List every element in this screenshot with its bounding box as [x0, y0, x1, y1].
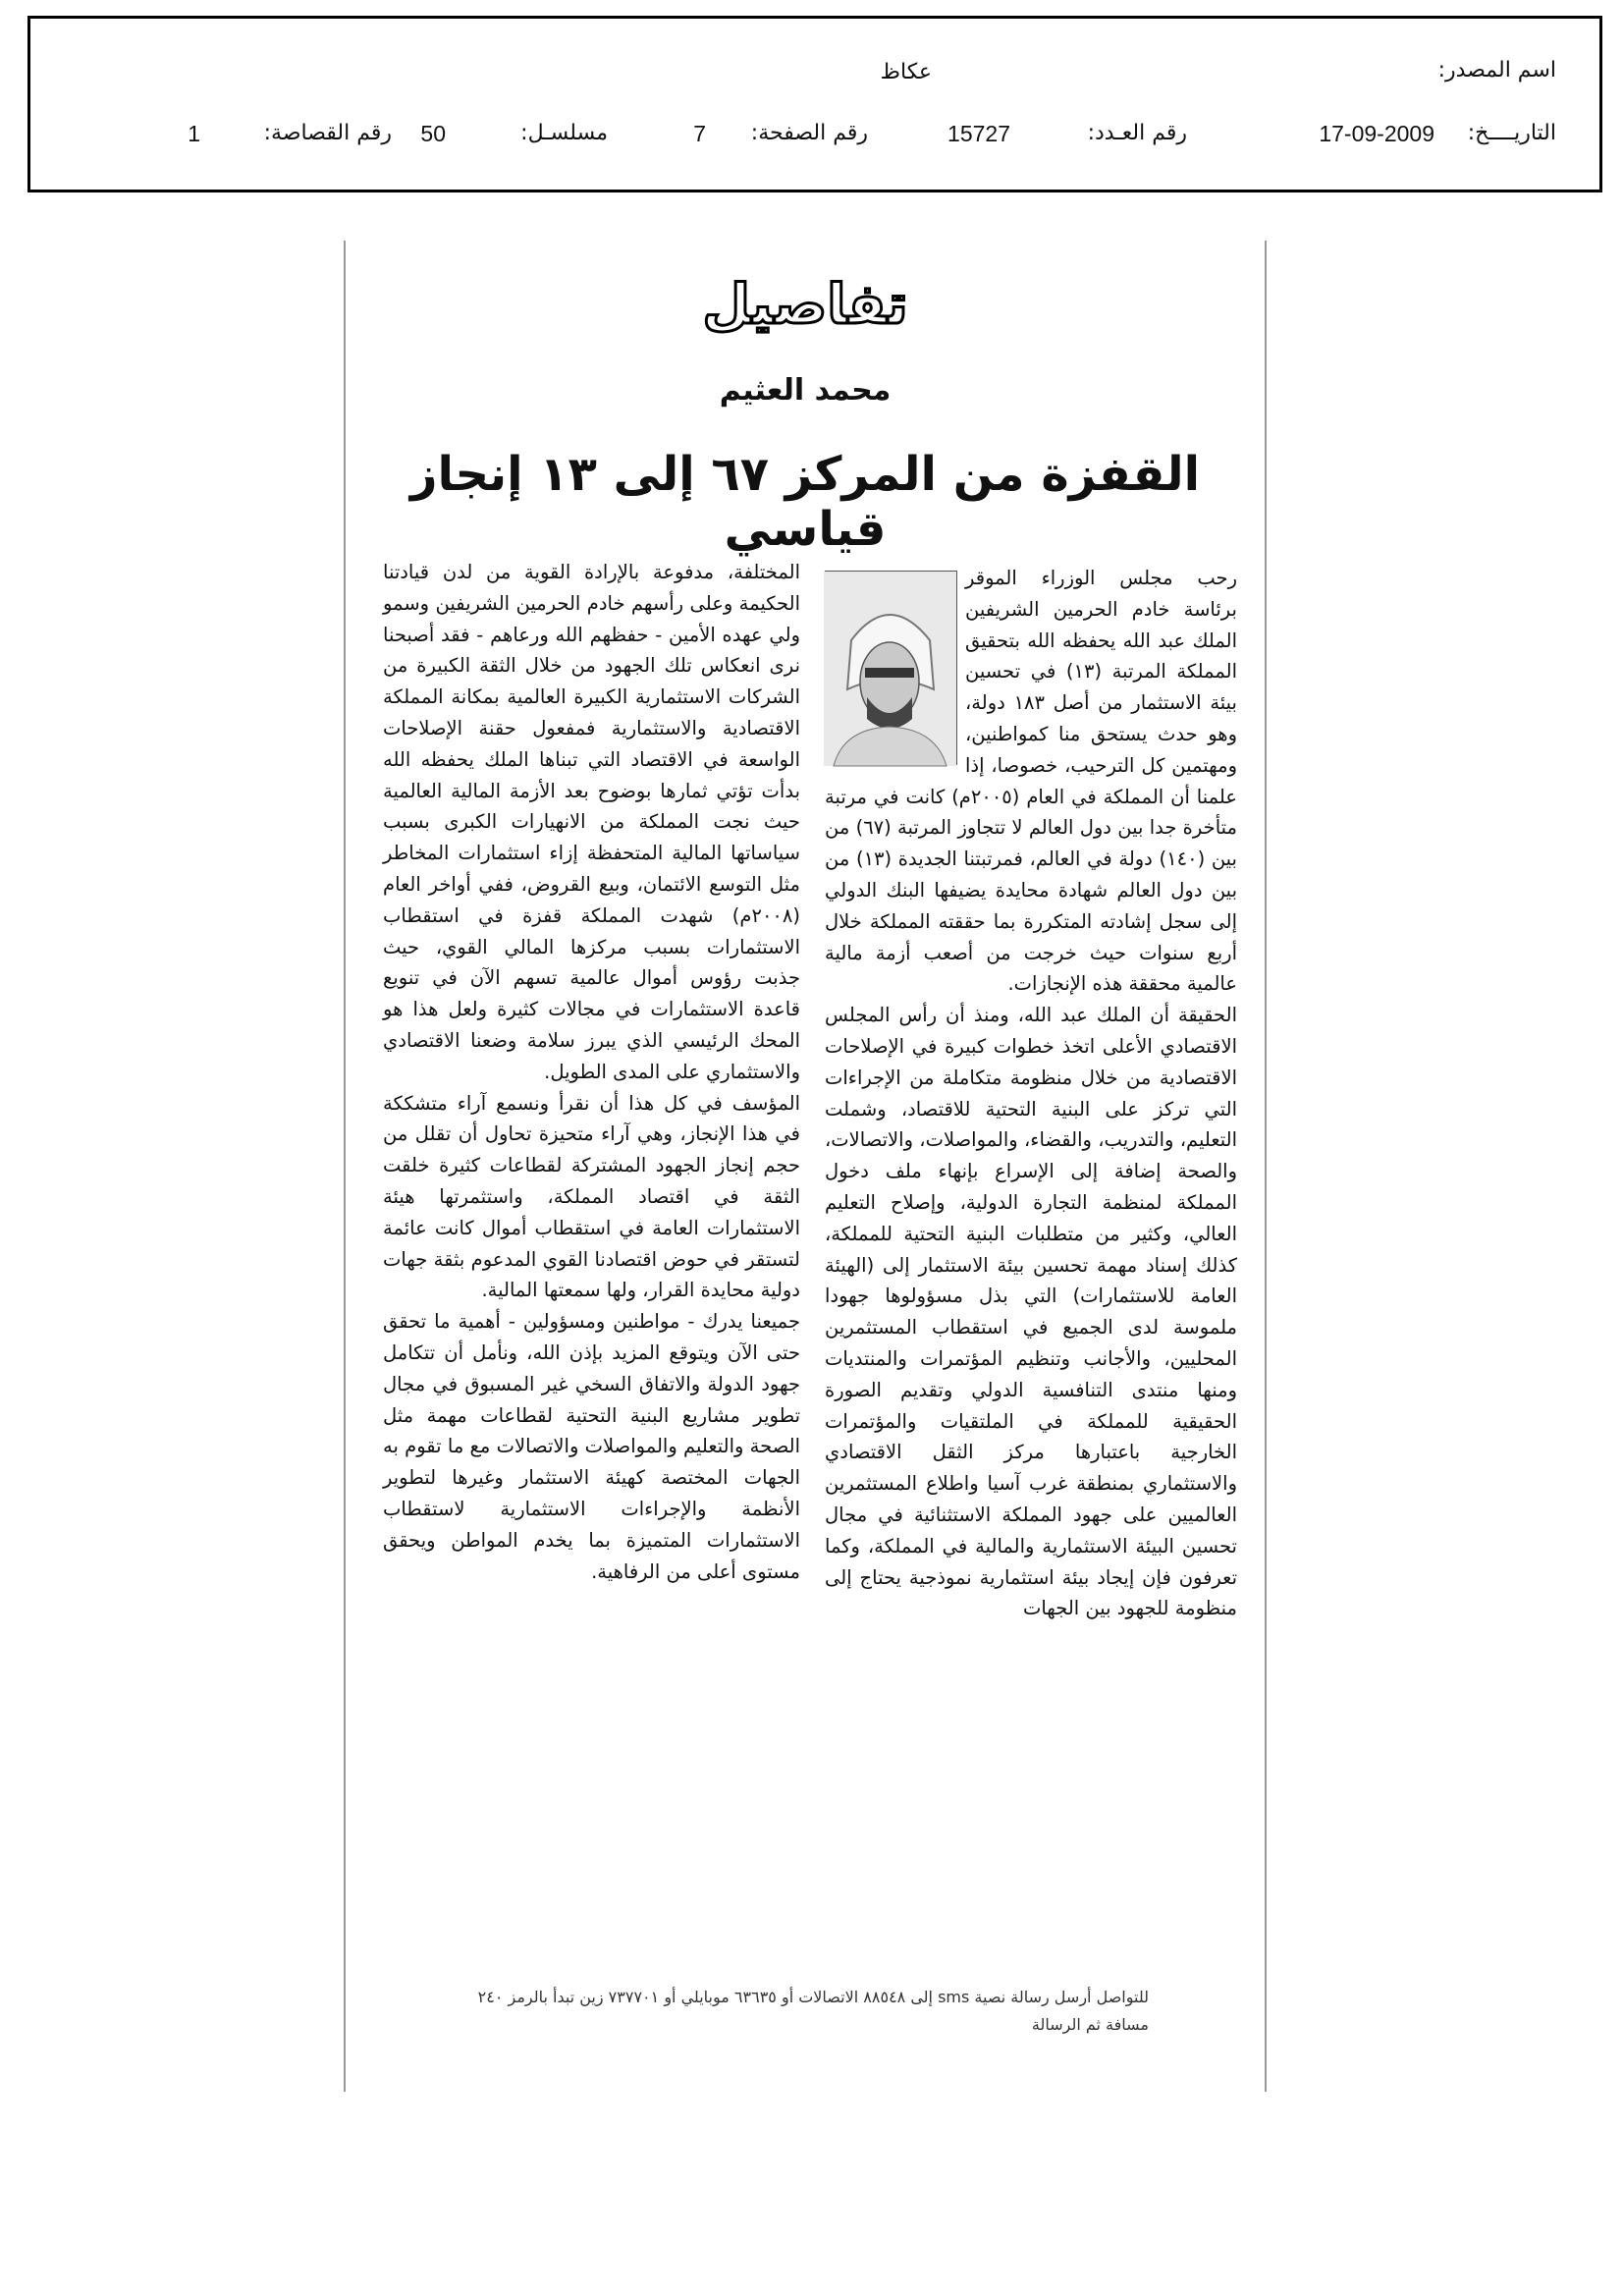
- section-title: تفاصيل: [702, 273, 908, 337]
- section-masthead: [702, 262, 908, 351]
- article-paragraph-3: المختلفة، مدفوعة بالإرادة القوية من لدن قيادتنا الحكيمة وعلى رأسهم خادم الحرمين الشريفين وسمو ولي عهده الأمين - حفظهم الله ورعاهم - فقد أصبحنا نرى انعكاس تلك الجهود من خلال الثقة الكبيرة من الشركات الاستثمارية الكبيرة العالمية بمكانة المملكة الاقتصادية والاستثمارية فمفعول حقنة الإصلاحات الواسعة في الاقتصاد التي تبناها الملك يحفظه الله بدأت تؤتي ثمارها بوضوح بعد الأزمة المالية العالمية حيث نجت المملكة من الانهيارات الكبرى بسبب سياساتها المالية المتحفظة إزاء استثمارات المخاطر مثل التوسع الائتمان، وبيع القروض، ففي أواخر العام (٢٠٠٨م) شهدت المملكة قفزة في استقطاب الاستثمارات بسبب مركزها المالي القوي، حيث جذبت رؤوس أموال عالمية تسهم الآن في تنويع قاعدة الاستثمارات في مجالات كثيرة ولعل هذا هو المحك الرئيسي الذي يبرز سلامة وضعنا الاقتصادي والاستثماري على المدى الطويل.: [383, 561, 800, 1083]
- source-value: عكاظ: [880, 60, 932, 84]
- source-label: اسم المصدر:: [1437, 58, 1556, 82]
- article-column-right: [825, 563, 1237, 1624]
- date-value: 17-09-2009: [1319, 121, 1434, 146]
- article-paragraph-5: جميعنا يدرك - مواطنين ومسؤولين - أهمية ما تحقق حتى الآن ويتوقع المزيد بإذن الله، ونأمل أن تتكامل جهود الدولة والاتفاق السخي غير المسبوق في مجال تطوير مشاريع البنية التحتية لقطاعات مهمة مثل الصحة والتعليم والمواصلات والاتصالات مع ما تقوم به الجهات المختصة كهيئة الاستثمار وغيرها لتطوير الأنظمة والإجراءات الاستثمارية لاستقطاب الاستثمارات المتميزة بما يخدم المواطن ويحقق مستوى أعلى من الرفاهية.: [383, 1310, 800, 1583]
- article-paragraph-1: رحب مجلس الوزراء الموقر برئاسة خادم الحرمين الشريفين الملك عبد الله يحفظه الله بتحقيق المملكة المرتبة (١٣) في تحسين بيئة الاستثمار من أصل ١٨٣ دولة، وهو حدث يستحق منا كمواطنين، ومهتمين كل الترحيب، خصوصا، إذا علمنا أن المملكة في العام (٢٠٠٥م) كانت في مرتبة متأخرة جدا بين دول العالم لا تتجاوز المرتبة (٦٧) من بين (١٤٠) دولة في العالم، فمرتبتنا الجديدة (١٣) من بين دول العالم شهادة محايدة يضيفها البنك الدولي إلى سجل إشادته المتكررة بما حققته المملكة خلال أربع سنوات حيث خرجت من أصعب أزمة مالية عالمية محققة هذه الإنجازات.: [825, 567, 1238, 996]
- serial-label: مسلسـل:: [520, 121, 608, 145]
- author-portrait-image: [824, 572, 956, 766]
- date-label: التاريــــخ:: [1467, 121, 1556, 145]
- serial-value: 50: [420, 121, 446, 146]
- contact-footer-note: للتواصل أرسل رسالة نصية sms إلى ٨٨٥٤٨ الاتصالات أو ٦٣٦٣٥ موبايلي أو ٧٣٧٧٠١ زين تبدأ بالرمز ٢٤٠ مسافة ثم الرسالة: [477, 1988, 1149, 2034]
- clipping-metadata-box: [27, 16, 1602, 192]
- article-headline: القفزة من المركز ٦٧ إلى ١٣ إنجاز قياسي: [409, 447, 1201, 557]
- issue-label: رقم العـدد:: [1087, 121, 1187, 145]
- article-paragraph-2: الحقيقة أن الملك عبد الله، ومنذ أن رأس المجلس الاقتصادي الأعلى اتخذ خطوات كبيرة في الإصلاحات الاقتصادية من خلال منظومة متكاملة من الإجراءات التي تركز على البنية التحتية للاقتصاد، وشملت التعليم، والتدريب، والقضاء، والمواصلات، والاتصالات، والصحة إضافة إلى الإسراع بإنهاء ملف دخول المملكة لمنظمة التجارة الدولية، وإصلاح التعليم العالي، وكثير من متطلبات البنية التحتية للمملكة، كذلك إسناد مهمة تحسين بيئة الاستثمار إلى (الهيئة العامة للاستثمارات) التي بذل مسؤولوها جهودا ملموسة لدى الجميع في استقطاب المستثمرين المحليين، والأجانب وتنظيم المؤتمرات والمنتديات ومنها منتدى التنافسية الدولي وتقديم الصورة الحقيقية للمملكة في الملتقيات والمؤتمرات الخارجية باعتبارها مركز الثقل الاقتصادي والاستثماري بمنطقة غرب آسيا واطلاع المستثمرين العالميين على جهود المملكة الاستثنائية في مجال تحسين البيئة الاستثمارية والمالية في المملكة، وكما تعرفون فإن إيجاد بيئة استثمارية نموذجية يحتاج إلى منظومة للجهود بين الجهات: [825, 1004, 1237, 1620]
- page-label: رقم الصفحة:: [750, 121, 868, 145]
- clip-number-label: رقم القصاصة:: [263, 121, 392, 145]
- page-value: 7: [693, 121, 706, 146]
- article-column-left: [383, 557, 800, 1587]
- article-paragraph-4: المؤسف في كل هذا أن نقرأ ونسمع آراء متشككة في هذا الإنجاز، وهي آراء متحيزة تحاول أن تقلل من حجم إنجاز الجهود المشتركة لقطاعات كثيرة خلقت الثقة في اقتصاد المملكة، واستثمرتها هيئة الاستثمارات العامة في استقطاب أموال كانت عائمة لتستقر في حوض اقتصادنا القوي المدعوم بثقة جهات دولية محايدة القرار، ولها سمعتها المالية.: [383, 1091, 800, 1302]
- author-name: محمد العثيم: [719, 373, 892, 408]
- issue-value: 15727: [947, 121, 1010, 146]
- clip-number-value: 1: [188, 121, 200, 146]
- newspaper-clipping: [344, 241, 1267, 2092]
- author-photo: [825, 571, 957, 765]
